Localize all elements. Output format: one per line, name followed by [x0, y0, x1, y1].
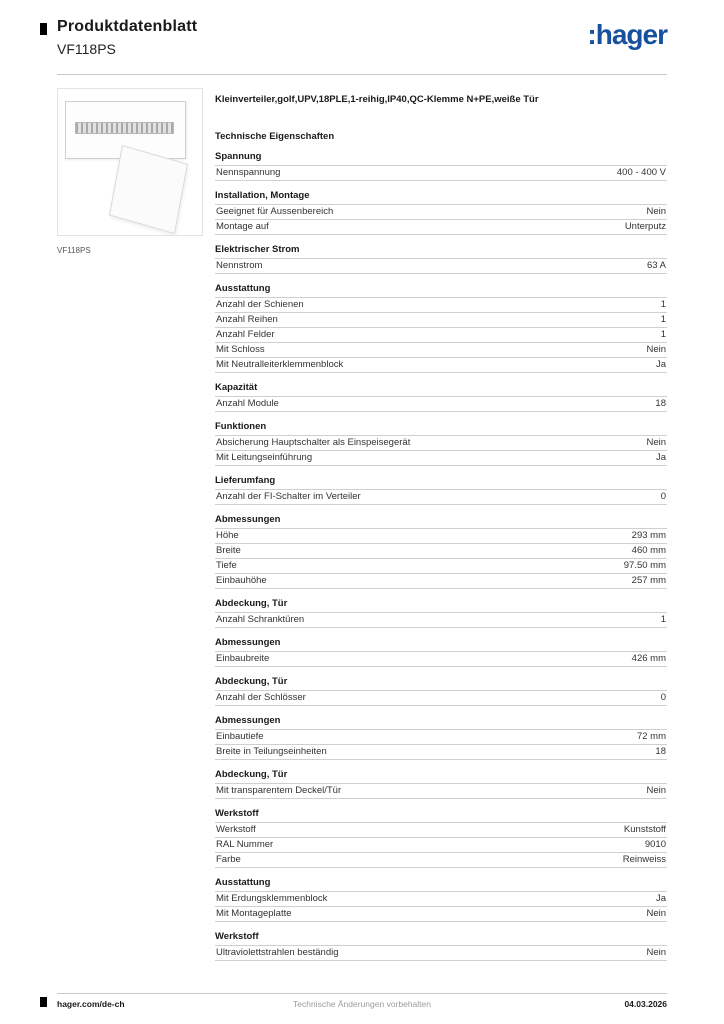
- spec-label: Anzahl der Schienen: [216, 299, 304, 310]
- spec-value: 97.50 mm: [623, 560, 666, 571]
- spec-label: Anzahl der FI-Schalter im Verteiler: [216, 491, 361, 502]
- spec-row: [215, 298, 667, 313]
- spec-value: 1: [660, 314, 666, 325]
- spec-section: [215, 245, 667, 274]
- spec-value: Reinweiss: [622, 854, 666, 865]
- spec-label: Montage auf: [216, 221, 269, 232]
- spec-value: 63 A: [646, 260, 666, 271]
- spec-section: [215, 599, 667, 628]
- section-rows: [215, 165, 667, 181]
- spec-label: Mit Leitungseinführung: [216, 452, 313, 463]
- spec-row: [215, 892, 667, 907]
- spec-row: [215, 784, 667, 799]
- footer-block-marker: [40, 997, 47, 1007]
- spec-value: Nein: [646, 785, 666, 796]
- spec-label: Höhe: [216, 530, 239, 541]
- spec-row: [215, 730, 667, 745]
- spec-value: 293 mm: [631, 530, 666, 541]
- spec-section: [215, 677, 667, 706]
- spec-row: [215, 574, 667, 589]
- spec-label: Ultraviolettstrahlen beständig: [216, 947, 339, 958]
- section-rows: [215, 204, 667, 235]
- spec-label: Werkstoff: [216, 824, 256, 835]
- spec-value: Nein: [646, 908, 666, 919]
- spec-label: Anzahl Felder: [216, 329, 275, 340]
- spec-label: Nennspannung: [216, 167, 281, 178]
- content: [57, 88, 667, 961]
- spec-value: 1: [660, 614, 666, 625]
- spec-label: Absicherung Hauptschalter als Einspeisegerät: [216, 437, 411, 448]
- spec-label: Einbautiefe: [216, 731, 264, 742]
- spec-label: Anzahl Reihen: [216, 314, 278, 325]
- spec-value: Nein: [646, 344, 666, 355]
- section-rows: [215, 435, 667, 466]
- spec-value: 460 mm: [631, 545, 666, 556]
- section-title: Abmessungen: [215, 514, 281, 525]
- spec-label: Breite: [216, 545, 241, 556]
- spec-value: Nein: [646, 947, 666, 958]
- spec-value: Kunststoff: [623, 824, 666, 835]
- section-rows: [215, 297, 667, 373]
- spec-row: [215, 313, 667, 328]
- spec-row: [215, 166, 667, 181]
- spec-row: [215, 652, 667, 667]
- spec-sections: [215, 152, 667, 961]
- section-rows: [215, 783, 667, 799]
- spec-row: [215, 205, 667, 220]
- spec-section: [215, 932, 667, 961]
- section-title: Lieferumfang: [215, 475, 276, 486]
- section-title: Ausstattung: [215, 283, 271, 294]
- footer: [57, 999, 667, 1009]
- spec-value: 18: [655, 398, 666, 409]
- spec-section: [215, 476, 667, 505]
- section-rows: [215, 822, 667, 868]
- spec-label: Anzahl der Schlösser: [216, 692, 306, 703]
- section-rows: [215, 891, 667, 922]
- spec-value: 1: [660, 299, 666, 310]
- section-rows: [215, 945, 667, 961]
- spec-label: Mit transparentem Deckel/Tür: [216, 785, 342, 796]
- hager-logo: :hager: [587, 19, 667, 50]
- spec-section: [215, 284, 667, 373]
- spec-row: [215, 397, 667, 412]
- spec-section: [215, 638, 667, 667]
- section-title: Installation, Montage: [215, 190, 310, 201]
- spec-row: [215, 544, 667, 559]
- page-title: Produktdatenblatt: [57, 18, 198, 35]
- spec-section: [215, 515, 667, 589]
- image-caption: VF118PS: [57, 246, 91, 255]
- section-rows: [215, 690, 667, 706]
- spec-row: [215, 451, 667, 466]
- footer-notice: Technische Änderungen vorbehalten: [293, 999, 431, 1009]
- spec-row: [215, 358, 667, 373]
- spec-row: [215, 691, 667, 706]
- spec-section: [215, 770, 667, 799]
- spec-value: 400 - 400 V: [616, 167, 666, 178]
- spec-section: [215, 152, 667, 181]
- section-title: Abdeckung, Tür: [215, 769, 288, 780]
- section-title: Kapazität: [215, 382, 258, 393]
- spec-section: [215, 383, 667, 412]
- spec-label: Mit Montageplatte: [216, 908, 292, 919]
- spec-row: [215, 946, 667, 961]
- spec-row: [215, 907, 667, 922]
- spec-value: 0: [660, 692, 666, 703]
- spec-value: Ja: [655, 359, 666, 370]
- section-title: Ausstattung: [215, 877, 271, 888]
- spec-row: [215, 838, 667, 853]
- spec-label: RAL Nummer: [216, 839, 274, 850]
- spec-value: 9010: [644, 839, 666, 850]
- spec-value: Ja: [655, 893, 666, 904]
- footer-link[interactable]: hager.com/de-ch: [57, 999, 125, 1009]
- spec-column: [215, 88, 667, 961]
- spec-value: Nein: [646, 206, 666, 217]
- spec-label: Breite in Teilungseinheiten: [216, 746, 327, 757]
- footer-date: 04.03.2026: [624, 999, 667, 1009]
- spec-row: [215, 823, 667, 838]
- spec-label: Nennstrom: [216, 260, 263, 271]
- header-block-marker: [40, 23, 47, 35]
- section-title: Spannung: [215, 151, 262, 162]
- section-rows: [215, 528, 667, 589]
- section-title: Werkstoff: [215, 808, 259, 819]
- spec-label: Mit Schloss: [216, 344, 265, 355]
- section-rows: [215, 612, 667, 628]
- spec-value: Unterputz: [624, 221, 666, 232]
- spec-row: [215, 343, 667, 358]
- section-title: Funktionen: [215, 421, 267, 432]
- din-rail-modules: [75, 122, 174, 134]
- section-rows: [215, 489, 667, 505]
- section-title: Abmessungen: [215, 715, 281, 726]
- spec-label: Einbaubreite: [216, 653, 270, 664]
- spec-row: [215, 259, 667, 274]
- spec-label: Mit Neutralleiterklemmenblock: [216, 359, 344, 370]
- spec-value: Nein: [646, 437, 666, 448]
- spec-section: [215, 809, 667, 868]
- section-title: Werkstoff: [215, 931, 259, 942]
- spec-label: Mit Erdungsklemmenblock: [216, 893, 328, 904]
- section-title: Abdeckung, Tür: [215, 676, 288, 687]
- spec-value: 257 mm: [631, 575, 666, 586]
- spec-label: Anzahl Schranktüren: [216, 614, 305, 625]
- spec-value: 18: [655, 746, 666, 757]
- product-reference: VF118PS: [57, 41, 116, 57]
- spec-section: [215, 716, 667, 760]
- spec-value: 426 mm: [631, 653, 666, 664]
- spec-section: [215, 878, 667, 922]
- spec-row: [215, 220, 667, 235]
- spec-label: Tiefe: [216, 560, 237, 571]
- spec-value: 0: [660, 491, 666, 502]
- spec-value: 1: [660, 329, 666, 340]
- section-rows: [215, 258, 667, 274]
- spec-row: [215, 745, 667, 760]
- section-rows: [215, 729, 667, 760]
- header: [57, 18, 667, 70]
- section-title: Abmessungen: [215, 637, 281, 648]
- spec-row: [215, 436, 667, 451]
- section-title: Abdeckung, Tür: [215, 598, 288, 609]
- section-rows: [215, 651, 667, 667]
- spec-row: [215, 853, 667, 868]
- spec-value: Ja: [655, 452, 666, 463]
- section-rows: [215, 396, 667, 412]
- spec-label: Geeignet für Aussenbereich: [216, 206, 334, 217]
- spec-row: [215, 559, 667, 574]
- product-image: [57, 88, 203, 236]
- spec-section: [215, 191, 667, 235]
- spec-section: [215, 422, 667, 466]
- spec-row: [215, 490, 667, 505]
- spec-label: Anzahl Module: [216, 398, 279, 409]
- spec-value: 72 mm: [636, 731, 666, 742]
- spec-label: Farbe: [216, 854, 241, 865]
- product-description: Kleinverteiler,golf,UPV,18PLE,1-reihig,IP40,QC-Klemme N+PE,weiße Tür: [215, 94, 539, 105]
- spec-row: [215, 328, 667, 343]
- spec-row: [215, 613, 667, 628]
- section-title: Elektrischer Strom: [215, 244, 300, 255]
- image-column: [57, 88, 203, 255]
- spec-label: Einbauhöhe: [216, 575, 267, 586]
- spec-row: [215, 529, 667, 544]
- header-divider: [57, 74, 667, 75]
- footer-divider: [57, 993, 667, 994]
- tech-properties-title: Technische Eigenschaften: [215, 131, 335, 142]
